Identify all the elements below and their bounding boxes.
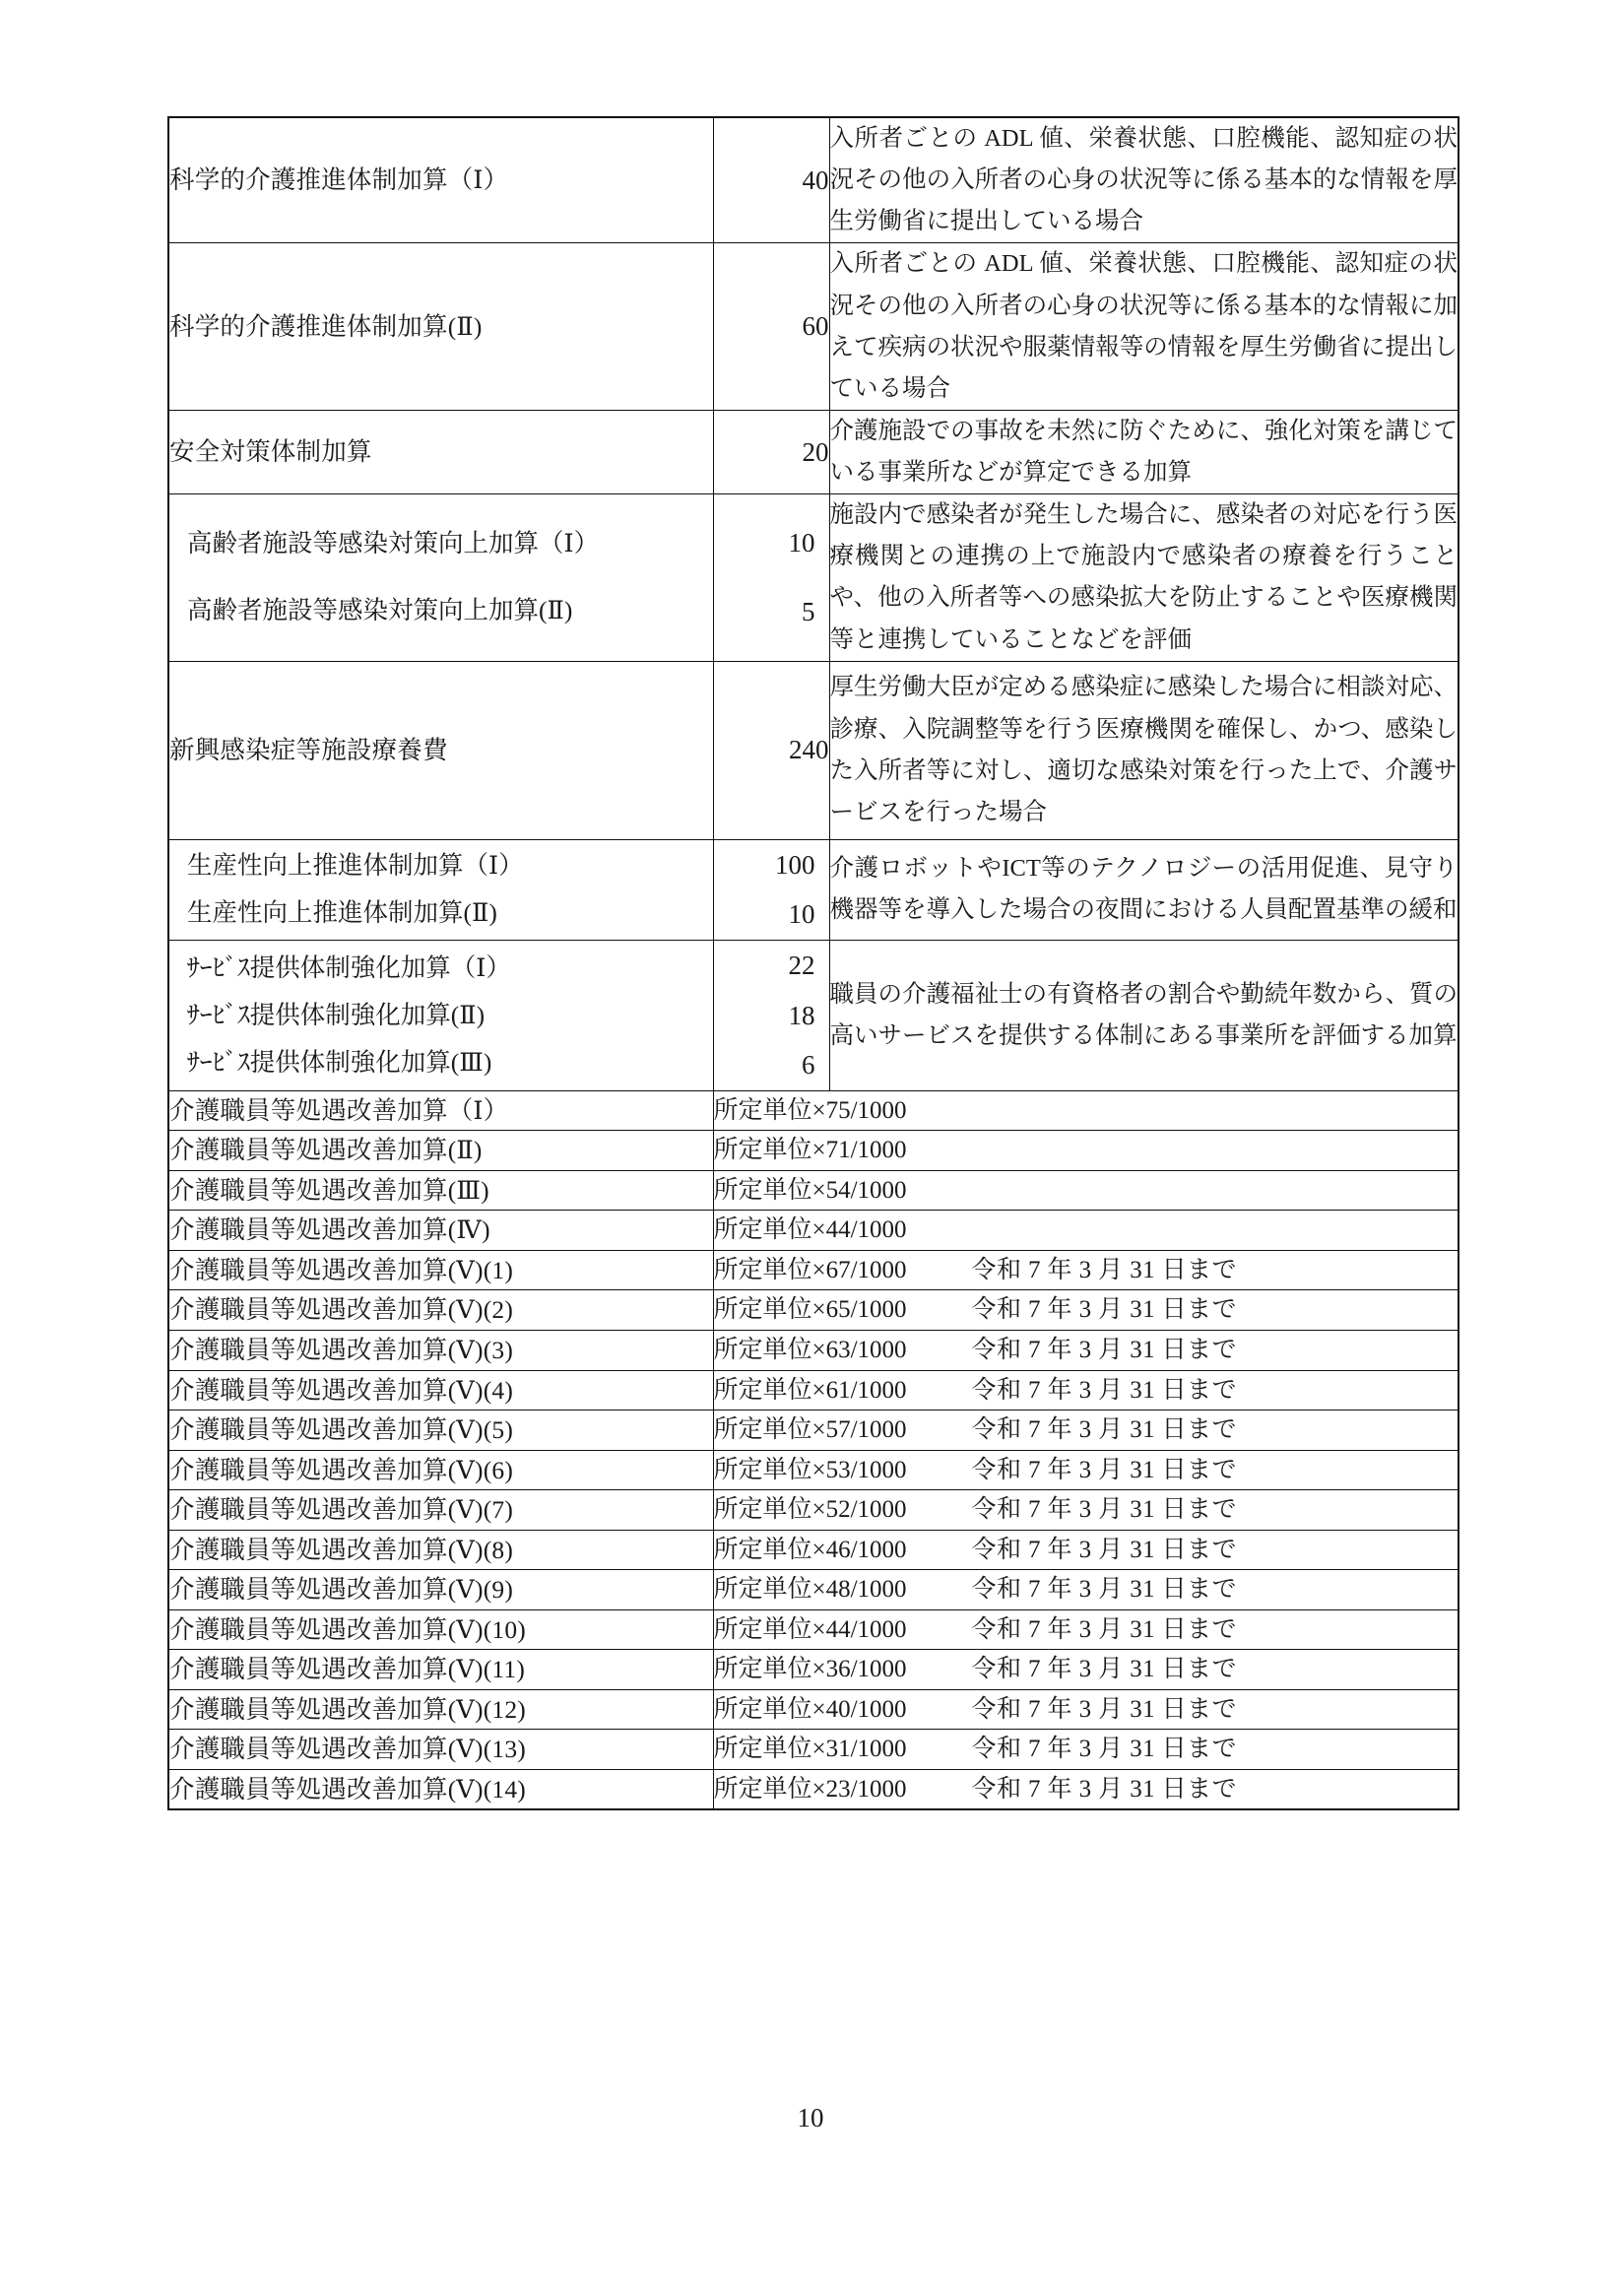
addition-formula [713, 1769, 1459, 1809]
addition-description: 厚生労働大臣が定める感染症に感染した場合に相談対応、診療、入院調整等を行う医療機関を確保し、かつ、感染した入所者等に対し、適切な感染対策を行った上で、介護サービスを行った場合 [829, 661, 1459, 839]
addition-formula [713, 1250, 1459, 1290]
formula-amount: 所定単位×53/1000 [713, 1456, 907, 1483]
table-row [168, 1450, 1459, 1490]
table-row [168, 661, 1459, 839]
formula-valid-until: 令和 7 年 3 月 31 日まで [971, 1496, 1237, 1524]
addition-name: 介護職員等処遇改善加算(Ⅴ)(4) [168, 1370, 713, 1410]
formula-valid-until: 令和 7 年 3 月 31 日まで [971, 1615, 1237, 1643]
formula-valid-until: 令和 7 年 3 月 31 日まで [971, 1296, 1237, 1324]
table-row [168, 1090, 1459, 1131]
addition-name: 介護職員等処遇改善加算(Ⅴ)(1) [168, 1250, 713, 1290]
addition-name: 介護職員等処遇改善加算(Ⅴ)(10) [168, 1609, 713, 1650]
addition-formula [713, 1090, 1459, 1131]
table-row [168, 1170, 1459, 1211]
addition-name: 生産性向上推進体制加算(Ⅱ) [187, 898, 497, 928]
addition-unit-group [713, 839, 829, 940]
addition-unit: 60 [713, 243, 829, 411]
table-row [168, 1609, 1459, 1650]
addition-formula [713, 1370, 1459, 1410]
addition-formula [713, 1530, 1459, 1570]
addition-name: 介護職員等処遇改善加算(Ⅴ)(11) [168, 1650, 713, 1690]
table-row [168, 243, 1459, 411]
formula-amount: 所定単位×36/1000 [713, 1656, 907, 1683]
formula-amount: 所定単位×52/1000 [713, 1496, 907, 1524]
formula-amount: 所定単位×44/1000 [713, 1615, 907, 1643]
addition-name: ｻｰﾋﾞｽ提供体制強化加算（Ⅰ） [187, 952, 511, 982]
care-fee-addition-table [167, 116, 1459, 1810]
formula-valid-until: 令和 7 年 3 月 31 日まで [971, 1376, 1237, 1404]
formula-amount: 所定単位×23/1000 [713, 1775, 907, 1803]
addition-unit: 240 [713, 661, 829, 839]
table-row [168, 940, 1459, 1090]
table-row [168, 1570, 1459, 1610]
addition-name: 科学的介護推進体制加算(Ⅱ) [168, 243, 713, 411]
addition-formula [713, 1450, 1459, 1490]
addition-description: 入所者ごとの ADL 値、栄養状態、口腔機能、認知症の状況その他の入所者の心身の状況等に係る基本的な情報に加えて疾病の状況や服薬情報等の情報を厚生労働省に提出している場合 [829, 243, 1459, 411]
addition-name: 介護職員等処遇改善加算(Ⅴ)(6) [168, 1450, 713, 1490]
addition-name-group [168, 494, 713, 662]
formula-valid-until: 令和 7 年 3 月 31 日まで [971, 1416, 1237, 1444]
addition-name: 高齢者施設等感染対策向上加算（Ⅰ） [187, 529, 600, 558]
addition-description: 職員の介護福祉士の有資格者の割合や勤続年数から、質の高いサービスを提供する体制にある事業所を評価する加算 [829, 940, 1459, 1090]
formula-valid-until: 令和 7 年 3 月 31 日まで [971, 1256, 1237, 1283]
addition-name: 介護職員等処遇改善加算(Ⅲ) [168, 1170, 713, 1211]
addition-name: 新興感染症等施設療養費 [168, 661, 713, 839]
formula-valid-until: 令和 7 年 3 月 31 日まで [971, 1775, 1237, 1803]
formula-amount: 所定単位×48/1000 [713, 1576, 907, 1604]
formula-amount: 所定単位×57/1000 [713, 1416, 907, 1444]
table-row [168, 1410, 1459, 1451]
addition-formula [713, 1609, 1459, 1650]
addition-formula [713, 1650, 1459, 1690]
addition-unit: 18 [788, 1000, 815, 1030]
table-row [168, 1730, 1459, 1770]
table-body [168, 117, 1459, 1809]
addition-name: 安全対策体制加算 [168, 410, 713, 493]
addition-formula [713, 1170, 1459, 1211]
addition-name: 介護職員等処遇改善加算(Ⅴ)(3) [168, 1331, 713, 1371]
table-row [168, 1650, 1459, 1690]
formula-amount: 所定単位×63/1000 [713, 1337, 907, 1363]
addition-unit: 20 [713, 410, 829, 493]
formula-valid-until: 令和 7 年 3 月 31 日まで [971, 1576, 1237, 1604]
addition-name: 介護職員等処遇改善加算(Ⅳ) [168, 1211, 713, 1251]
addition-unit-group [713, 940, 829, 1090]
addition-name: 介護職員等処遇改善加算(Ⅴ)(13) [168, 1730, 713, 1770]
addition-name-group [168, 940, 713, 1090]
addition-description: 入所者ごとの ADL 値、栄養状態、口腔機能、認知症の状況その他の入所者の心身の状況等に係る基本的な情報を厚生労働省に提出している場合 [829, 117, 1459, 243]
addition-name: 介護職員等処遇改善加算(Ⅴ)(14) [168, 1769, 713, 1809]
addition-formula [713, 1410, 1459, 1451]
formula-valid-until: 令和 7 年 3 月 31 日まで [971, 1656, 1237, 1683]
formula-amount: 所定単位×75/1000 [713, 1096, 907, 1124]
formula-amount: 所定単位×54/1000 [713, 1176, 907, 1204]
addition-formula [713, 1689, 1459, 1730]
addition-unit: 40 [713, 117, 829, 243]
addition-name: 介護職員等処遇改善加算（Ⅰ） [168, 1090, 713, 1131]
table-row [168, 1530, 1459, 1570]
addition-name: 生産性向上推進体制加算（Ⅰ） [187, 851, 524, 880]
formula-amount: 所定単位×67/1000 [713, 1256, 907, 1283]
formula-valid-until: 令和 7 年 3 月 31 日まで [971, 1695, 1237, 1723]
addition-name: 高齢者施設等感染対策向上加算(Ⅱ) [187, 596, 573, 625]
formula-valid-until: 令和 7 年 3 月 31 日まで [971, 1337, 1237, 1363]
addition-name: 介護職員等処遇改善加算(Ⅴ)(5) [168, 1410, 713, 1451]
table-row [168, 1131, 1459, 1171]
addition-unit: 5 [802, 597, 815, 627]
formula-amount: 所定単位×46/1000 [713, 1536, 907, 1563]
formula-amount: 所定単位×40/1000 [713, 1695, 907, 1723]
addition-description: 施設内で感染者が発生した場合に、感染者の対応を行う医療機関との連携の上で施設内で感染者の療養を行うことや、他の入所者等への感染拡大を防止することや医療機関等と連携していることなどを評価 [829, 494, 1459, 662]
addition-name-group [168, 839, 713, 940]
addition-unit: 10 [788, 899, 815, 930]
addition-name: 介護職員等処遇改善加算(Ⅱ) [168, 1131, 713, 1171]
addition-unit: 6 [802, 1050, 815, 1081]
table-row [168, 117, 1459, 243]
addition-name: ｻｰﾋﾞｽ提供体制強化加算(Ⅱ) [187, 1000, 486, 1029]
addition-name: 科学的介護推進体制加算（Ⅰ） [168, 117, 713, 243]
table-row [168, 410, 1459, 493]
addition-description: 介護施設での事故を未然に防ぐために、強化対策を講じている事業所などが算定できる加算 [829, 410, 1459, 493]
table-row [168, 1331, 1459, 1371]
formula-amount: 所定単位×71/1000 [713, 1137, 907, 1164]
addition-unit: 10 [788, 527, 815, 558]
addition-unit-group [713, 494, 829, 662]
addition-description: 介護ロボットやICT等のテクノロジーの活用促進、見守り機器等を導入した場合の夜間における人員配置基準の緩和 [829, 839, 1459, 940]
formula-valid-until: 令和 7 年 3 月 31 日まで [971, 1456, 1237, 1483]
addition-formula [713, 1570, 1459, 1610]
formula-valid-until: 令和 7 年 3 月 31 日まで [971, 1536, 1237, 1563]
addition-formula [713, 1131, 1459, 1171]
addition-formula [713, 1211, 1459, 1251]
formula-amount: 所定単位×31/1000 [713, 1736, 907, 1763]
formula-valid-until: 令和 7 年 3 月 31 日まで [971, 1736, 1237, 1763]
addition-formula [713, 1290, 1459, 1331]
addition-unit: 22 [788, 950, 815, 980]
addition-name: 介護職員等処遇改善加算(Ⅴ)(12) [168, 1689, 713, 1730]
table-row [168, 1490, 1459, 1531]
table-row [168, 494, 1459, 662]
addition-formula [713, 1490, 1459, 1531]
addition-formula [713, 1331, 1459, 1371]
page-number: 10 [797, 2103, 824, 2132]
addition-formula [713, 1730, 1459, 1770]
addition-name: ｻｰﾋﾞｽ提供体制強化加算(Ⅲ) [187, 1048, 492, 1078]
formula-amount: 所定単位×65/1000 [713, 1296, 907, 1324]
table-row [168, 1211, 1459, 1251]
table-row [168, 1250, 1459, 1290]
table-row [168, 1290, 1459, 1331]
addition-unit: 100 [775, 849, 815, 880]
table-row [168, 839, 1459, 940]
formula-amount: 所定単位×44/1000 [713, 1216, 907, 1244]
formula-amount: 所定単位×61/1000 [713, 1376, 907, 1404]
table-row [168, 1689, 1459, 1730]
addition-name: 介護職員等処遇改善加算(Ⅴ)(9) [168, 1570, 713, 1610]
table-row [168, 1769, 1459, 1809]
table-row [168, 1370, 1459, 1410]
addition-name: 介護職員等処遇改善加算(Ⅴ)(7) [168, 1490, 713, 1531]
addition-name: 介護職員等処遇改善加算(Ⅴ)(2) [168, 1290, 713, 1331]
addition-name: 介護職員等処遇改善加算(Ⅴ)(8) [168, 1530, 713, 1570]
